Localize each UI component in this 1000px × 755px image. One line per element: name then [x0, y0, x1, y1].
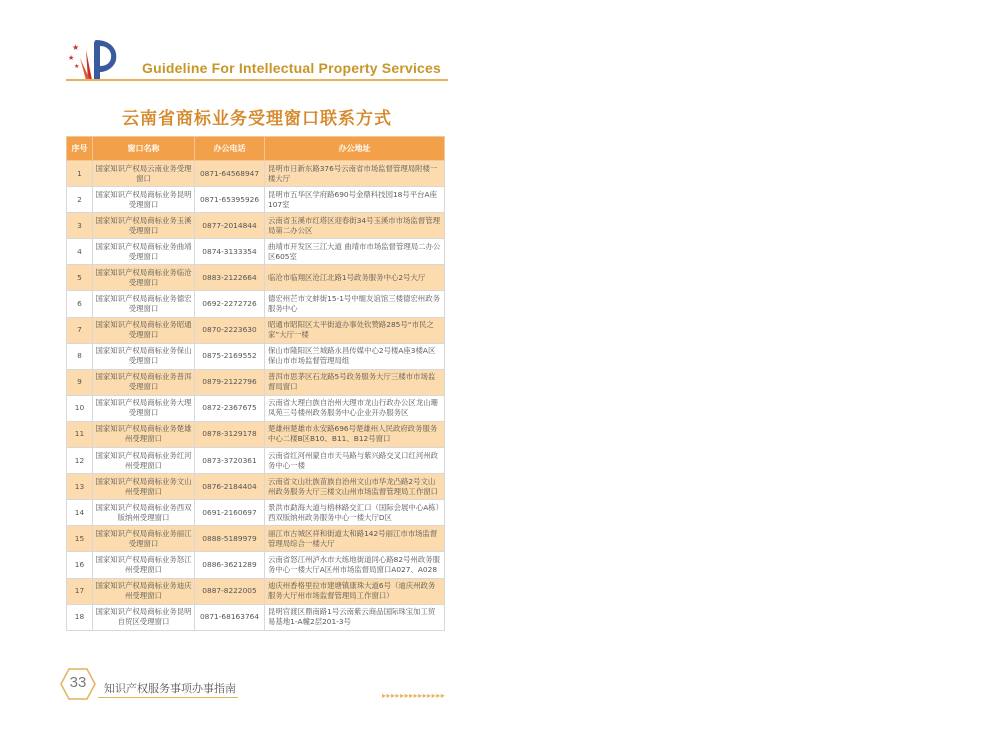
table-row: [67, 552, 445, 578]
svg-text:★: ★: [74, 63, 80, 70]
table-row: [67, 578, 445, 604]
ip-office-logo-icon: [66, 36, 126, 82]
cell-address: 云南省大理白族自治州大理市龙山行政办公区龙山珊凤苑三号楼州政务服务中心企业开办服务区: [265, 395, 445, 421]
column-header-index: 序号: [67, 137, 93, 161]
cell-phone: 0877-2014844: [195, 213, 265, 239]
cell-window-name: 国家知识产权局商标业务临沧受理窗口: [93, 265, 195, 291]
cell-phone: 0886-3621289: [195, 552, 265, 578]
table-row: [67, 448, 445, 474]
footer-title: 知识产权服务事项办事指南: [104, 682, 236, 695]
table-row: [67, 395, 445, 421]
cell-phone: 0692-2272726: [195, 291, 265, 317]
column-header-window-name: 窗口名称: [93, 137, 195, 161]
cell-phone: 0870-2223630: [195, 317, 265, 343]
page-number: 33: [69, 674, 87, 691]
cell-phone: 0872-2367675: [195, 395, 265, 421]
svg-text:★: ★: [72, 43, 80, 52]
cell-address: 曲靖市开发区三江大道 曲靖市市场监督管理局二办公区605室: [265, 239, 445, 265]
cell-window-name: 国家知识产权局商标业务文山州受理窗口: [93, 474, 195, 500]
cell-row-index: 3: [67, 213, 93, 239]
cell-phone: 0878-3129178: [195, 421, 265, 447]
cell-window-name: 国家知识产权局商标业务曲靖受理窗口: [93, 239, 195, 265]
cell-address: 云南省玉溪市红塔区迎春街34号玉溪市市场监督管理局第二办公区: [265, 213, 445, 239]
cell-address: 迪庆州香格里拉市建塘镇康珠大道6号（迪庆州政务服务大厅州市场监督管理局工作窗口）: [265, 578, 445, 604]
cell-window-name: 国家知识产权局商标业务大理受理窗口: [93, 395, 195, 421]
cell-row-index: 10: [67, 395, 93, 421]
cell-phone: 0876-2184404: [195, 474, 265, 500]
cell-window-name: 国家知识产权局商标业务昭通受理窗口: [93, 317, 195, 343]
cell-row-index: 14: [67, 500, 93, 526]
cell-window-name: 国家知识产权局商标业务西双版纳州受理窗口: [93, 500, 195, 526]
table-row: [67, 213, 445, 239]
cell-address: 德宏州芒市文蚌街15-1号中缅友谊馆三楼德宏州政务服务中心: [265, 291, 445, 317]
table-row: [67, 474, 445, 500]
cell-phone: 0888-5189979: [195, 526, 265, 552]
contact-table: [66, 136, 445, 631]
cell-address: 云南省文山壮族苗族自治州文山市华龙凸路2号文山州政务服务大厅三楼文山州市场监督管理局工作窗口: [265, 474, 445, 500]
table-row: [67, 604, 445, 630]
cell-address: 景洪市勐海大道与榕林路交汇口（国际会展中心A栋）西双版纳州政务服务中心一楼大厅D区: [265, 500, 445, 526]
cell-window-name: 国家知识产权局商标业务楚雄州受理窗口: [93, 421, 195, 447]
cell-address: 楚雄州楚雄市永安路696号楚雄州人民政府政务服务中心二楼B区B10、B11、B12号窗口: [265, 421, 445, 447]
table-row: [67, 343, 445, 369]
cell-row-index: 15: [67, 526, 93, 552]
cell-address: 丽江市古城区祥和街道太和路142号丽江市市场监督管理局综合一楼大厅: [265, 526, 445, 552]
cell-window-name: 国家知识产权局商标业务保山受理窗口: [93, 343, 195, 369]
cell-row-index: 9: [67, 369, 93, 395]
table-row: [67, 369, 445, 395]
table-row: [67, 317, 445, 343]
page-heading: 云南省商标业务受理窗口联系方式: [122, 109, 392, 129]
cell-phone: 0873-3720361: [195, 448, 265, 474]
cell-row-index: 1: [67, 161, 93, 187]
cell-row-index: 2: [67, 187, 93, 213]
cell-window-name: 国家知识产权局商标业务玉溪受理窗口: [93, 213, 195, 239]
cell-row-index: 11: [67, 421, 93, 447]
cell-row-index: 8: [67, 343, 93, 369]
cell-row-index: 18: [67, 604, 93, 630]
footer-arrow-decoration: ▸▸▸▸▸▸▸▸▸▸▸▸▸▸: [382, 691, 446, 700]
cell-row-index: 4: [67, 239, 93, 265]
cell-row-index: 17: [67, 578, 93, 604]
cell-row-index: 5: [67, 265, 93, 291]
cell-row-index: 12: [67, 448, 93, 474]
table-header-row: [67, 137, 445, 161]
footer-divider: [98, 697, 238, 698]
cell-phone: 0879-2122796: [195, 369, 265, 395]
cell-address: 保山市隆阳区兰城路永昌传媒中心2号楼A座3楼A区保山市市场监督管理局组: [265, 343, 445, 369]
cell-phone: 0871-65395926: [195, 187, 265, 213]
cell-window-name: 国家知识产权局商标业务德宏受理窗口: [93, 291, 195, 317]
cell-row-index: 13: [67, 474, 93, 500]
cell-window-name: 国家知识产权局商标业务丽江受理窗口: [93, 526, 195, 552]
cell-address: 昆明市日新东路376号云南省市场监督管理局附楼一楼大厅: [265, 161, 445, 187]
cell-row-index: 6: [67, 291, 93, 317]
cell-address: 云南省怒江州泸水市大练地街道同心路82号州政务服务中心一楼大厅A区州市场监督局窗口A027、A028: [265, 552, 445, 578]
cell-phone: 0871-64568947: [195, 161, 265, 187]
header-divider: [66, 79, 448, 81]
cell-address: 昆明官渡区鼎南路1号云南紫云商品国际珠宝加工贸易基地1-A幢2层201-3号: [265, 604, 445, 630]
cell-phone: 0691-2160697: [195, 500, 265, 526]
cell-window-name: 国家知识产权局商标业务迪庆州受理窗口: [93, 578, 195, 604]
table-row: [67, 421, 445, 447]
table-row: [67, 291, 445, 317]
cell-address: 云南省红河州蒙自市天马路与紫兴路交叉口红河州政务中心一楼: [265, 448, 445, 474]
cell-window-name: 国家知识产权局云南业务受理窗口: [93, 161, 195, 187]
cell-phone: 0871-68163764: [195, 604, 265, 630]
table-row: [67, 161, 445, 187]
cell-phone: 0887-8222005: [195, 578, 265, 604]
cell-address: 普洱市思茅区石龙路5号政务服务大厅三楼市市场监督局窗口: [265, 369, 445, 395]
cell-window-name: 国家知识产权局商标业务昆明受理窗口: [93, 187, 195, 213]
cell-address: 昆明市五华区学府路690号金鼎科技园18号平台A座107室: [265, 187, 445, 213]
cell-row-index: 7: [67, 317, 93, 343]
table-row: [67, 265, 445, 291]
cell-phone: 0883-2122664: [195, 265, 265, 291]
cell-phone: 0874-3133354: [195, 239, 265, 265]
cell-window-name: 国家知识产权局商标业务红河州受理窗口: [93, 448, 195, 474]
guideline-title: Guideline For Intellectual Property Services: [142, 60, 442, 76]
cell-row-index: 16: [67, 552, 93, 578]
cell-window-name: 国家知识产权局商标业务昆明自贸区受理窗口: [93, 604, 195, 630]
table-row: [67, 526, 445, 552]
cell-phone: 0875-2169552: [195, 343, 265, 369]
svg-text:★: ★: [68, 54, 75, 62]
table-row: [67, 500, 445, 526]
cell-window-name: 国家知识产权局商标业务普洱受理窗口: [93, 369, 195, 395]
table-row: [67, 239, 445, 265]
table-row: [67, 187, 445, 213]
column-header-address: 办公地址: [265, 137, 445, 161]
cell-address: 昭通市昭阳区太平街道办事处钦赞路285号“市民之家”大厅一楼: [265, 317, 445, 343]
cell-window-name: 国家知识产权局商标业务怒江州受理窗口: [93, 552, 195, 578]
column-header-phone: 办公电话: [195, 137, 265, 161]
cell-address: 临沧市临翔区沧江北路1号政务服务中心2号大厅: [265, 265, 445, 291]
